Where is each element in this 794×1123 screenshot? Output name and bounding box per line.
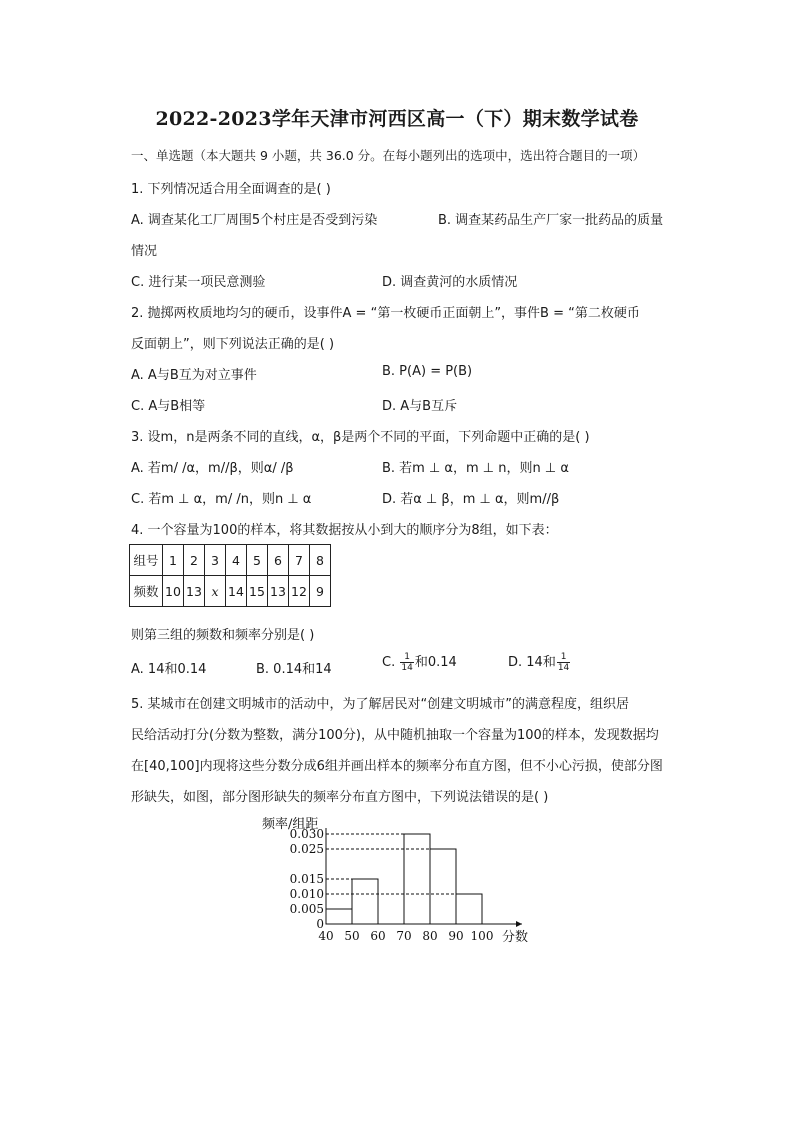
x-tick-label: 80 (422, 929, 438, 943)
table-cell: 9 (310, 576, 331, 607)
frequency-table (129, 544, 331, 607)
q3-stem: 3. 设m，n是两条不同的直线，α，β是两个不同的平面，下列命题中正确的是( ) (131, 430, 590, 445)
table-cell: 1 (163, 545, 184, 576)
histogram-bar (326, 909, 352, 924)
table-cell: 7 (289, 545, 310, 576)
q1-stem: 1. 下列情况适合用全面调查的是( ) (131, 182, 331, 197)
q2-option-a[interactable]: A. A与B互为对立事件 (131, 368, 257, 383)
table-cell: 6 (268, 545, 289, 576)
table-cell: 5 (247, 545, 268, 576)
histogram-bar (352, 879, 378, 924)
q2-stem-line2: 反面朝上”，则下列说法正确的是( ) (131, 337, 335, 352)
x-tick-label: 100 (470, 929, 494, 943)
q2-option-d[interactable]: D. A与B互斥 (382, 399, 458, 414)
table-cell: 13 (268, 576, 289, 607)
table-row (130, 545, 331, 576)
y-tick-label: 0.010 (289, 887, 324, 901)
q4-option-b[interactable]: B. 0.14和14 (256, 662, 332, 677)
q1-option-b-continued: 情况 (131, 244, 158, 259)
q3-option-a[interactable]: A. 若m/ /α，m//β，则α/ /β (131, 461, 294, 476)
y-axis-label: 频率/组距 (262, 817, 319, 832)
q5-line1: 5. 某城市在创建文明城市的活动中，为了解居民对“创建文明城市”的满意程度，组织居 (131, 697, 630, 712)
y-tick-label: 0 (316, 917, 324, 931)
q1-option-c[interactable]: C. 进行某一项民意测验 (131, 275, 266, 290)
x-tick-label: 60 (370, 929, 386, 943)
y-tick-label: 0.005 (289, 902, 324, 916)
y-tick-label: 0.030 (289, 827, 324, 841)
frequency-histogram (250, 812, 550, 950)
table-header-cell: 组号 (130, 545, 163, 576)
histogram-bar (404, 834, 430, 924)
q3-option-b[interactable]: B. 若m ⊥ α，m ⊥ n，则n ⊥ α (382, 461, 569, 476)
table-cell: 2 (184, 545, 205, 576)
q2-stem-line1: 2. 抛掷两枚质地均匀的硬币，设事件A = “第一枚硬币正面朝上”，事件B = “第二枚硬币 (131, 306, 640, 321)
table-cell: 3 (205, 545, 226, 576)
table-cell: 8 (310, 545, 331, 576)
q5-line2: 民给活动打分(分数为整数，满分100分)，从中随机抽取一个容量为100的样本，发现数据均 (131, 728, 659, 743)
x-tick-label: 70 (396, 929, 412, 943)
q5-line4: 形缺失，如图，部分图形缺失的频率分布直方图中，下列说法错误的是( ) (131, 790, 549, 805)
table-cell: 12 (289, 576, 310, 607)
x-tick-label: 40 (318, 929, 334, 943)
y-tick-label: 0.015 (289, 872, 324, 886)
x-axis-label: 分数 (502, 930, 529, 945)
fraction-numerator: 1 (400, 652, 413, 663)
q4-stem: 4. 一个容量为100的样本，将其数据按从小到大的顺序分为8组，如下表： (131, 523, 558, 538)
table-cell: 14 (226, 576, 247, 607)
fraction-numerator: 1 (557, 652, 570, 663)
histogram-bar (430, 849, 456, 924)
q3-option-d[interactable]: D. 若α ⊥ β，m ⊥ α，则m//β (382, 492, 560, 507)
fraction-denominator: 14 (557, 663, 570, 673)
table-cell: 13 (184, 576, 205, 607)
table-cell: x (205, 576, 226, 607)
q2-option-b[interactable]: B. P(A) = P(B) (382, 364, 473, 379)
q1-option-a[interactable]: A. 调查某化工厂周围5个村庄是否受到污染 (131, 213, 378, 228)
q4-option-c[interactable] (382, 651, 457, 673)
q4-option-c-prefix: C. (382, 655, 396, 670)
q1-option-b[interactable]: B. 调查某药品生产厂家一批药品的质量 (438, 213, 664, 228)
q4-option-a[interactable]: A. 14和0.14 (131, 662, 207, 677)
y-tick-label: 0.025 (289, 842, 324, 856)
q1-option-d[interactable]: D. 调查黄河的水质情况 (382, 275, 518, 290)
table-cell: 4 (226, 545, 247, 576)
q3-option-c[interactable]: C. 若m ⊥ α，m/ /n，则n ⊥ α (131, 492, 312, 507)
x-tick-label: 50 (344, 929, 360, 943)
fraction (400, 652, 413, 673)
q4-option-c-suffix: 和0.14 (414, 655, 457, 670)
section-heading: 一、单选题（本大题共 9 小题，共 36.0 分。在每小题列出的选项中，选出符合题目的一项） (131, 148, 646, 163)
table-cell: 10 (163, 576, 184, 607)
table-header-cell: 频数 (130, 576, 163, 607)
q2-option-c[interactable]: C. A与B相等 (131, 399, 206, 414)
table-cell: 15 (247, 576, 268, 607)
q4-option-d-prefix: D. 14和 (508, 655, 556, 670)
q5-line3: 在[40,100]内现将这些分数分成6组并画出样本的频率分布直方图，但不小心污损，使部分图 (131, 759, 663, 774)
q4-option-d[interactable] (508, 651, 571, 673)
page-title: 2022-2023学年天津市河西区高一（下）期末数学试卷 (155, 108, 639, 130)
q4-question: 则第三组的频数和频率分别是( ) (131, 628, 315, 643)
x-tick-label: 90 (448, 929, 464, 943)
histogram-bar (456, 894, 482, 924)
table-row (130, 576, 331, 607)
fraction (557, 652, 570, 673)
fraction-denominator: 14 (401, 663, 413, 673)
